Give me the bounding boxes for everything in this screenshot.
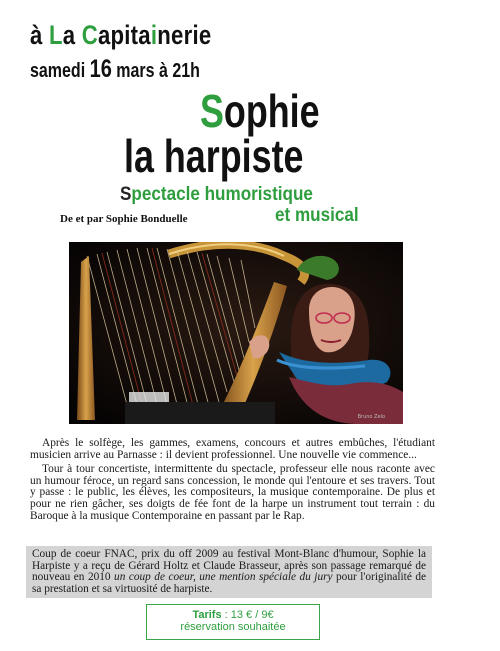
press-text-part: pour l'originalité de sa prestation et sa virtuosité de harpiste.	[32, 571, 426, 595]
press-award-italic: un coup de coeur, une mention spéciale du jury	[114, 571, 333, 584]
venue-text: à	[30, 20, 49, 50]
date-number: 16	[89, 55, 112, 83]
date-rest: mars à 21h	[111, 60, 200, 82]
reservation-note: réservation souhaitée	[180, 621, 286, 633]
subtitle-initial: S	[120, 184, 132, 205]
photo-signature: Bruno Zelo	[357, 414, 385, 420]
pricing-box	[146, 604, 320, 640]
title-text: ophie	[223, 85, 320, 137]
performer-photo	[69, 242, 403, 424]
show-title-line2: la harpiste	[124, 130, 304, 182]
show-description	[30, 438, 435, 525]
price-line	[147, 609, 319, 621]
venue-title	[30, 20, 211, 51]
title-initial: S	[200, 85, 224, 137]
subtitle-line1	[120, 184, 313, 206]
event-date	[30, 55, 200, 84]
press-text	[26, 546, 432, 595]
venue-letter-l: L	[48, 20, 63, 50]
date-day: samedi	[30, 60, 90, 82]
press-text-part: Coup de coeur FNAC, prix du off 2009 au festival Mont-Blanc d'humour, Sophie la Harpiste y a reçu de Gérard Holtz et Claude Brasseur, après son passage remarqué de nouveau en 2010	[32, 548, 426, 584]
harpist-illustration	[69, 242, 403, 424]
description-paragraph: Après le solfège, les gammes, examens, concours et autres embûches, l'étudiant musicien arrive au Parnasse : il devient professionnel. Une nouvelle vie commence...	[30, 437, 435, 461]
description-paragraph: Tour à tour concertiste, intermittente du spectacle, professeur elle nous raconte avec un humour féroce, un regard sans concession, le monde qui l'entoure et ses travers. Tout y passe : le public, les élèves, les compositeurs, la musique contemporaine. De plus et pour ne rien gâcher, ses doigts de fée font de la harpe un instrument tout terrain : du Baroque à la musique Contemporaine en passant par le Rap.	[30, 463, 435, 522]
press-box	[26, 546, 432, 598]
venue-text: a	[62, 20, 82, 50]
venue-text: nerie	[157, 20, 212, 50]
venue-letter-c: C	[81, 20, 98, 50]
show-title-line1	[200, 85, 320, 137]
venue-text: apita	[97, 20, 151, 50]
author-credit: De et par Sophie Bonduelle	[60, 213, 188, 225]
subtitle-line2: et musical	[275, 205, 359, 226]
price-label: Tarifs	[192, 609, 222, 621]
subtitle-text: pectacle humoristique	[131, 184, 313, 205]
venue-letter-i: i	[150, 20, 158, 50]
price-value: : 13 € / 9€	[221, 609, 274, 621]
